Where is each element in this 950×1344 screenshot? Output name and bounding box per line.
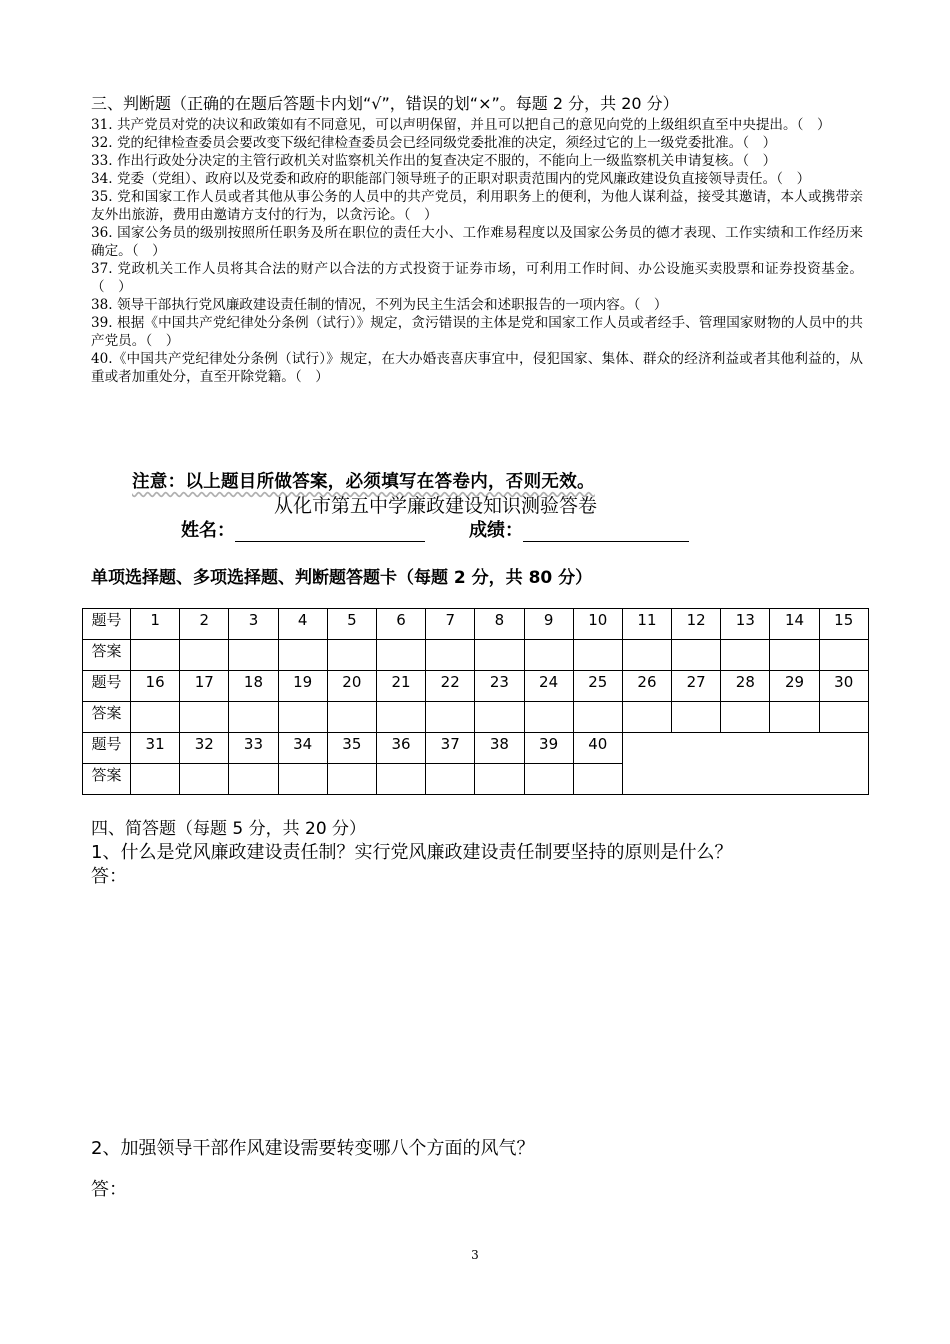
name-label: 姓名： [181, 520, 235, 541]
question-31: 31. 共产党员对党的决议和政策如有不同意见，可以声明保留，并且可以把自己的意见向党的上级组织直至中央提出。（ ） [91, 117, 831, 133]
question-number: 3 [229, 609, 278, 640]
answer-card-title: 单项选择题、多项选择题、判断题答题卡（每题 2 分，共 80 分） [91, 568, 593, 588]
answer-cell[interactable] [131, 702, 180, 733]
notice-text: 注意：以上题目所做答案，必须填写在答卷内，否则无效。 [132, 472, 595, 492]
answer-cell[interactable] [475, 702, 524, 733]
question-number: 4 [278, 609, 327, 640]
question-number: 25 [573, 671, 622, 702]
question-number: 5 [327, 609, 376, 640]
answer-cell[interactable] [770, 702, 819, 733]
question-number: 40 [573, 733, 622, 764]
answer-cell[interactable] [229, 702, 278, 733]
answer-cell[interactable] [622, 640, 671, 671]
answer-cell[interactable] [229, 764, 278, 795]
question-number: 26 [622, 671, 671, 702]
answer-cell[interactable] [524, 702, 573, 733]
question-number: 9 [524, 609, 573, 640]
question-number: 1 [131, 609, 180, 640]
question-40: 40.《中国共产党纪律处分条例（试行）》规定，在大办婚丧喜庆事宜中，侵犯国家、集体、群众的经济利益或者其他利益的，从重或者加重处分，直至开除党籍。（ ） [91, 351, 863, 385]
score-field[interactable] [523, 521, 689, 542]
answer-cell[interactable] [721, 640, 770, 671]
question-number: 15 [819, 609, 868, 640]
question-number: 31 [131, 733, 180, 764]
section4-title: 四、简答题（每题 5 分，共 20 分） [91, 819, 367, 839]
answer-row-1 [83, 640, 869, 671]
answer-cell[interactable] [573, 640, 622, 671]
answer-label-1: 答： [91, 866, 127, 887]
answer-cell[interactable] [475, 764, 524, 795]
answer-cell[interactable] [278, 764, 327, 795]
answer-cell[interactable] [672, 640, 721, 671]
question-number: 2 [180, 609, 229, 640]
answer-cell[interactable] [376, 702, 425, 733]
number-label: 题号 [83, 671, 131, 702]
question-number: 28 [721, 671, 770, 702]
question-36: 36. 国家公务员的级别按照所任职务及所在职位的责任大小、工作难易程度以及国家公务员的德才表现、工作实绩和工作经历来确定。（ ） [91, 225, 863, 259]
answer-cell[interactable] [426, 640, 475, 671]
question-number: 14 [770, 609, 819, 640]
question-number: 20 [327, 671, 376, 702]
page-number: 3 [471, 1248, 479, 1262]
answer-cell[interactable] [573, 764, 622, 795]
answer-cell[interactable] [131, 640, 180, 671]
question-number: 17 [180, 671, 229, 702]
answer-cell[interactable] [327, 702, 376, 733]
answer-cell[interactable] [278, 702, 327, 733]
number-label: 题号 [83, 609, 131, 640]
answer-cell[interactable] [180, 702, 229, 733]
number-row-3 [83, 733, 869, 764]
question-number: 39 [524, 733, 573, 764]
answer-cell[interactable] [376, 640, 425, 671]
question-33: 33. 作出行政处分决定的主管行政机关对监察机关作出的复查决定不服的，不能向上一级监察机关申请复核。（ ） [91, 153, 777, 169]
answer-cell[interactable] [819, 702, 868, 733]
name-field[interactable] [235, 521, 425, 542]
answer-cell[interactable] [475, 640, 524, 671]
answer-cell[interactable] [376, 764, 425, 795]
question-35: 35. 党和国家工作人员或者其他从事公务的人员中的共产党员，利用职务上的便利，为他人谋利益，接受其邀请，本人或携带亲友外出旅游，费用由邀请方支付的行为，以贪污论。（ ） [91, 189, 863, 223]
question-number: 6 [376, 609, 425, 640]
question-number: 7 [426, 609, 475, 640]
answer-cell[interactable] [131, 764, 180, 795]
question-number: 12 [672, 609, 721, 640]
question-38: 38. 领导干部执行党风廉政建设责任制的情况，不列为民主生活会和述职报告的一项内容。（ ） [91, 297, 668, 313]
question-number: 34 [278, 733, 327, 764]
answer-cell[interactable] [573, 702, 622, 733]
empty-merged-cell [622, 733, 868, 795]
answer-cell[interactable] [229, 640, 278, 671]
question-39: 39. 根据《中国共产党纪律处分条例（试行）》规定，贪污错误的主体是党和国家工作人员或者经手、管理国家财物的人员中的共产党员。（ ） [91, 315, 863, 349]
question-number: 10 [573, 609, 622, 640]
question-number: 16 [131, 671, 180, 702]
section3-title: 三、判断题（正确的在题后答题卡内划“√”，错误的划“×”。每题 2 分，共 20 分） [91, 94, 679, 113]
answer-label: 答案 [83, 640, 131, 671]
question-number: 33 [229, 733, 278, 764]
question-number: 8 [475, 609, 524, 640]
question-37: 37. 党政机关工作人员将其合法的财产以合法的方式投资于证券市场，可利用工作时间、办公设施买卖股票和证券投资基金。（ ） [91, 261, 863, 295]
judgment-questions [91, 116, 863, 386]
question-number: 24 [524, 671, 573, 702]
short-answer-question-1: 1、什么是党风廉政建设责任制？实行党风廉政建设责任制要坚持的原则是什么？ [91, 842, 733, 863]
question-number: 29 [770, 671, 819, 702]
name-score-row [181, 518, 689, 544]
number-row-2 [83, 671, 869, 702]
answer-label: 答案 [83, 702, 131, 733]
question-number: 38 [475, 733, 524, 764]
question-number: 30 [819, 671, 868, 702]
answer-cell[interactable] [622, 702, 671, 733]
question-number: 36 [376, 733, 425, 764]
answer-cell[interactable] [327, 764, 376, 795]
answer-cell[interactable] [672, 702, 721, 733]
answer-cell[interactable] [426, 702, 475, 733]
answer-cell[interactable] [524, 640, 573, 671]
question-number: 21 [376, 671, 425, 702]
answer-cell[interactable] [721, 702, 770, 733]
answer-cell[interactable] [180, 764, 229, 795]
question-number: 23 [475, 671, 524, 702]
question-number: 11 [622, 609, 671, 640]
number-row-1 [83, 609, 869, 640]
answer-row-2 [83, 702, 869, 733]
question-number: 18 [229, 671, 278, 702]
short-answer-question-2: 2、加强领导干部作风建设需要转变哪八个方面的风气？ [91, 1138, 535, 1159]
answer-cell[interactable] [327, 640, 376, 671]
question-number: 27 [672, 671, 721, 702]
answer-cell[interactable] [426, 764, 475, 795]
notice [132, 471, 595, 493]
answer-label-2: 答： [91, 1179, 127, 1200]
answer-cell[interactable] [278, 640, 327, 671]
answer-sheet-title: 从化市第五中学廉政建设知识测验答卷 [274, 495, 598, 517]
number-label: 题号 [83, 733, 131, 764]
question-32: 32. 党的纪律检查委员会要改变下级纪律检查委员会已经同级党委批准的决定，须经过它的上一级党委批准。（ ） [91, 135, 777, 151]
question-number: 19 [278, 671, 327, 702]
answer-card-table [82, 608, 869, 795]
question-number: 37 [426, 733, 475, 764]
question-number: 22 [426, 671, 475, 702]
question-34: 34. 党委（党组）、政府以及党委和政府的职能部门领导班子的正职对职责范围内的党风廉政建设负直接领导责任。（ ） [91, 171, 811, 187]
answer-cell[interactable] [770, 640, 819, 671]
answer-cell[interactable] [524, 764, 573, 795]
question-number: 35 [327, 733, 376, 764]
answer-cell[interactable] [180, 640, 229, 671]
question-number: 32 [180, 733, 229, 764]
score-label: 成绩： [469, 520, 523, 541]
question-number: 13 [721, 609, 770, 640]
answer-cell[interactable] [819, 640, 868, 671]
answer-label: 答案 [83, 764, 131, 795]
